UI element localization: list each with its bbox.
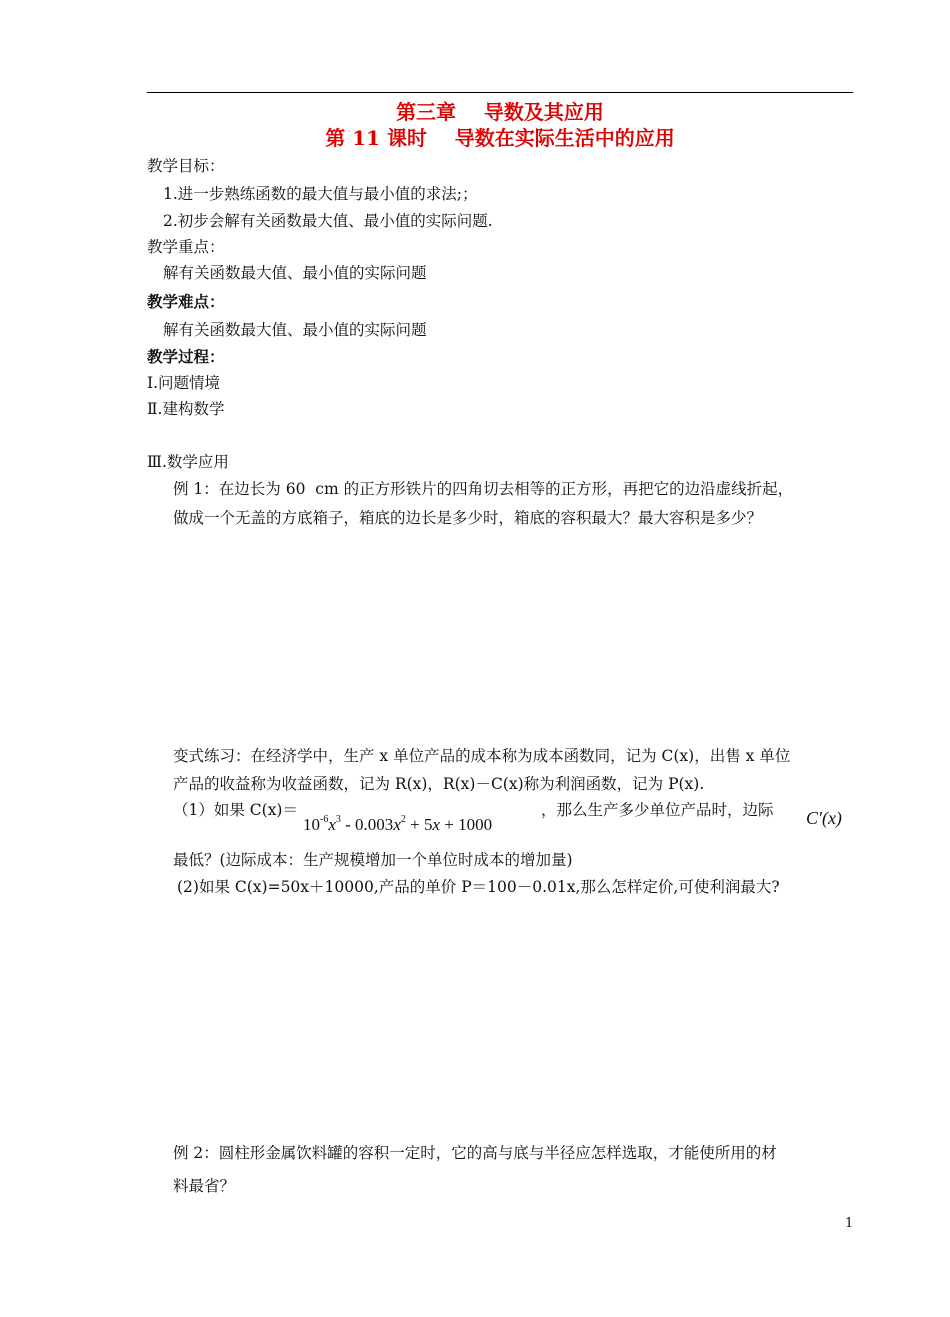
section-construct-math: Ⅱ.建构数学 xyxy=(147,400,225,418)
objectives-label: 教学目标： xyxy=(147,157,225,175)
page-number: 1 xyxy=(845,1216,854,1231)
process-label: 教学过程： xyxy=(147,347,225,366)
example2-line2: 料最省？ xyxy=(173,1177,236,1195)
variant-line2: 产品的收益称为收益函数，记为 R(x)，R(x)－C(x)称为利润函数，记为 P(x). xyxy=(173,775,705,793)
variant-q1-line2: 最低？(边际成本：生产规模增加一个单位时成本的增加量) xyxy=(173,851,573,869)
difficulties-text: 解有关函数最大值、最小值的实际问题 xyxy=(163,321,427,339)
example2-line1: 例 2：圆柱形金属饮料罐的容积一定时，它的高与底与半径应怎样选取，才能使所用的材 xyxy=(173,1144,777,1162)
key-points-label: 教学重点： xyxy=(147,238,225,256)
header-rule xyxy=(147,92,853,93)
lesson-title: 第 11 课时 导数在实际生活中的应用 xyxy=(325,126,675,150)
objective-item-2: 2.初步会解有关函数最大值、最小值的实际问题. xyxy=(163,212,493,230)
section-problem-situation: Ⅰ.问题情境 xyxy=(147,374,221,392)
example1-line1: 例 1：在边长为 60 cm 的正方形铁片的四角切去相等的正方形，再把它的边沿虚线折起， xyxy=(173,480,794,498)
variant-q1-suffix: ，那么生产多少单位产品时，边际 xyxy=(541,801,774,819)
objective-item-1: 1.进一步熟练函数的最大值与最小值的求法;； xyxy=(163,185,478,203)
variant-q2: (2)如果 C(x)=50x＋10000,产品的单价 P＝100－0.01x,那么怎样定价,可使利润最大? xyxy=(177,878,780,896)
variant-line1: 变式练习：在经济学中，生产 x 单位产品的成本称为成本函数同，记为 C(x)，出售 x 单位 xyxy=(173,747,791,765)
cost-function-formula: $10^{-6}x^3 - 0.003x^2 + 5x + 1000$ xyxy=(303,814,493,834)
variant-q1-prefix: （1）如果 C(x)＝ xyxy=(173,801,298,819)
example1-line2: 做成一个无盖的方底箱子，箱底的边长是多少时，箱底的容积最大？最大容积是多少？ xyxy=(173,509,763,527)
key-points-text: 解有关函数最大值、最小值的实际问题 xyxy=(163,264,427,282)
difficulties-label: 教学难点： xyxy=(147,292,225,311)
marginal-cost-symbol: C′(x) xyxy=(806,808,842,828)
section-math-application: Ⅲ.数学应用 xyxy=(147,453,229,471)
chapter-title: 第三章 导数及其应用 xyxy=(396,100,604,124)
